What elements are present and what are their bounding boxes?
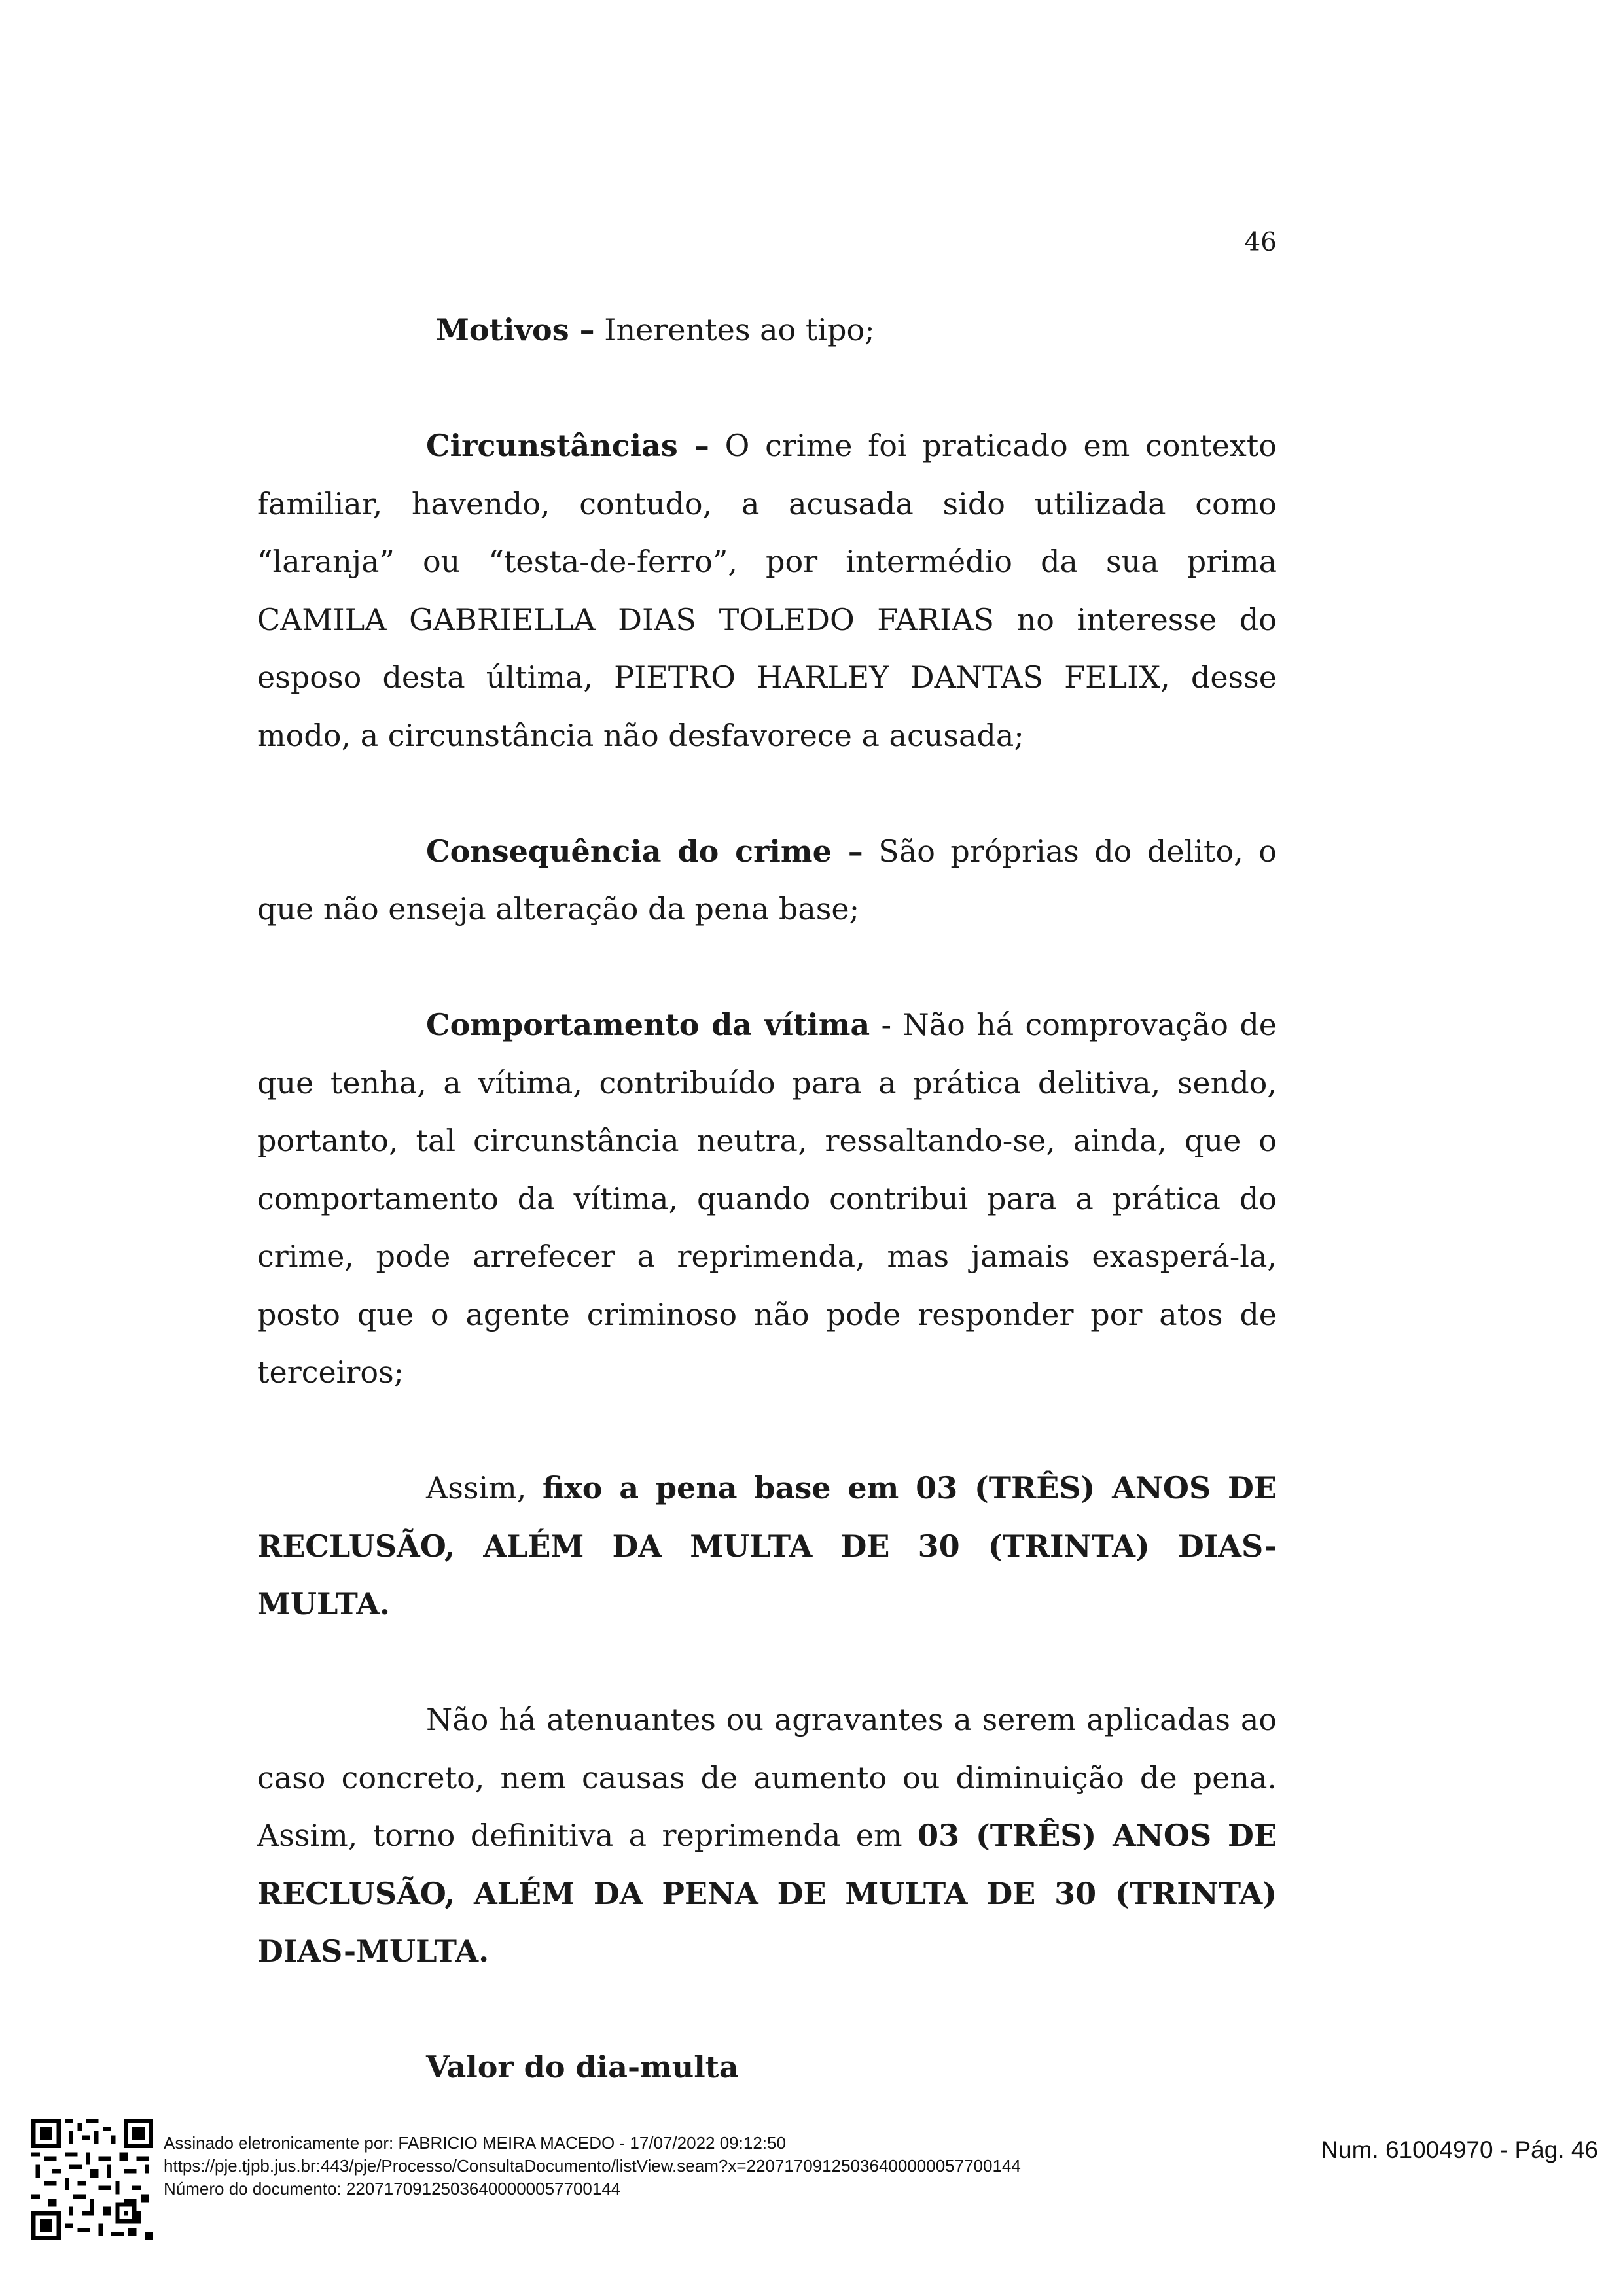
document-url-link[interactable]: https://pje.tjpb.jus.br:443/pje/Processo/ConsultaDocumento/listView.seam?x=22071709125036400000057700144 (164, 2156, 1021, 2176)
document-number-text: Número do documento: 22071709125036400000057700144 (164, 2179, 621, 2199)
paragraph-circunstancias (257, 417, 1277, 764)
heading-valor-dia-multa (257, 2038, 1277, 2096)
text-assim-prefix: Assim, (426, 1470, 543, 1506)
text-motivos: Inerentes ao tipo; (594, 312, 875, 347)
text-comportamento: - Não há comprovação de que tenha, a vítima, contribuído para a prática delitiva, sendo, portanto, tal circunstância neutra, ressaltando-se, ainda, que o comportamento da vítima, quando contribui para a prática do crime, pode arrefecer a reprimenda, mas jamais exasperá-la, posto que o agente criminoso não pode responder por atos de terceiros; (257, 1007, 1277, 1390)
text-atenuantes-bold: 03 (TRÊS) ANOS DE RECLUSÃO, ALÉM DA PENA DE MULTA DE 30 (TRINTA) DIAS-MULTA. (257, 1818, 1277, 1969)
text-consequencia: São próprias do delito, o que não enseja alteração da pena base; (257, 833, 1277, 927)
label-comportamento: Comportamento da vítima (426, 1007, 870, 1042)
paragraph-motivos (257, 301, 1277, 359)
paragraph-consequencia (257, 822, 1277, 938)
paragraph-atenuantes (257, 1691, 1277, 1981)
paragraph-comportamento (257, 996, 1277, 1402)
paragraph-assim (257, 1459, 1277, 1633)
document-page-ref: Num. 61004970 - Pág. 46 (1321, 2136, 1598, 2163)
label-motivos: Motivos – (436, 312, 595, 347)
text-circunstancias: O crime foi praticado em contexto familiar, havendo, contudo, a acusada sido utilizada como “laranja” ou “testa-de-ferro”, por intermédio da sua prima CAMILA GABRIELLA DIAS TOLEDO FARIAS no interesse do esposo desta última, PIETRO HARLEY DANTAS FELIX, desse modo, a circunstância não desfavorece a acusada; (257, 428, 1277, 753)
label-circunstancias: Circunstâncias – (426, 428, 709, 463)
document-body (257, 301, 1277, 2096)
text-valor-dia-multa: Valor do dia-multa (426, 2049, 739, 2085)
label-consequencia: Consequência do crime – (426, 833, 863, 869)
signature-footer (164, 2132, 1021, 2200)
signed-by-text: Assinado eletronicamente por: FABRICIO MEIRA MACEDO - 17/07/2022 09:12:50 (164, 2133, 786, 2153)
page-number: 46 (1244, 228, 1277, 257)
qr-code-icon (31, 2119, 153, 2240)
text-atenuantes: Não há atenuantes ou agravantes a serem aplicadas ao caso concreto, nem causas de aumento ou diminuição de pena. Assim, torno definitiva a reprimenda em (257, 1702, 1277, 1853)
text-assim-bold: fixo a pena base em 03 (TRÊS) ANOS DE RECLUSÃO, ALÉM DA MULTA DE 30 (TRINTA) DIAS-MULTA. (257, 1470, 1277, 1621)
